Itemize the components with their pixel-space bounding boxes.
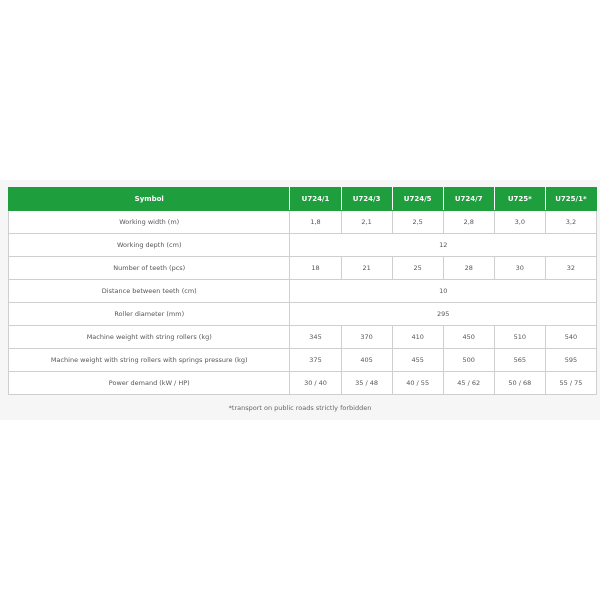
footnote: *transport on public roads strictly forbidden <box>228 404 372 412</box>
table-cell: 2,1 <box>341 211 392 234</box>
table-cell: 40 / 55 <box>392 372 443 395</box>
table-cell-merged: 12 <box>290 234 597 257</box>
table-row <box>9 349 597 372</box>
table-cell: 35 / 48 <box>341 372 392 395</box>
table-row <box>9 257 597 280</box>
table-cell: 3,2 <box>545 211 596 234</box>
table-row <box>9 280 597 303</box>
table-cell: 370 <box>341 326 392 349</box>
table-cell-merged: 10 <box>290 280 597 303</box>
table-cell: 510 <box>494 326 545 349</box>
table-cell: 28 <box>443 257 494 280</box>
row-label: Distance between teeth (cm) <box>9 280 290 303</box>
table-cell: 500 <box>443 349 494 372</box>
table-cell: 3,0 <box>494 211 545 234</box>
header-model: U724/1 <box>290 188 341 211</box>
row-label: Number of teeth (pcs) <box>9 257 290 280</box>
header-model: U725* <box>494 188 545 211</box>
table-cell: 1,8 <box>290 211 341 234</box>
table-cell: 540 <box>545 326 596 349</box>
table-row <box>9 303 597 326</box>
table-cell: 25 <box>392 257 443 280</box>
table-cell: 32 <box>545 257 596 280</box>
specifications-table <box>8 187 597 395</box>
header-model: U724/5 <box>392 188 443 211</box>
header-model: U724/3 <box>341 188 392 211</box>
table-cell: 375 <box>290 349 341 372</box>
table-cell: 450 <box>443 326 494 349</box>
table-row <box>9 372 597 395</box>
table-cell: 410 <box>392 326 443 349</box>
table-cell: 18 <box>290 257 341 280</box>
table-cell-merged: 295 <box>290 303 597 326</box>
row-label: Machine weight with string rollers with springs pressure (kg) <box>9 349 290 372</box>
table-cell: 565 <box>494 349 545 372</box>
table-cell: 50 / 68 <box>494 372 545 395</box>
table-cell: 30 <box>494 257 545 280</box>
table-cell: 21 <box>341 257 392 280</box>
table-cell: 2,5 <box>392 211 443 234</box>
table-cell: 345 <box>290 326 341 349</box>
table-cell: 595 <box>545 349 596 372</box>
table-cell: 55 / 75 <box>545 372 596 395</box>
table-row <box>9 326 597 349</box>
row-label: Working depth (cm) <box>9 234 290 257</box>
table-cell: 455 <box>392 349 443 372</box>
table-row <box>9 211 597 234</box>
row-label: Roller diameter (mm) <box>9 303 290 326</box>
row-label: Working width (m) <box>9 211 290 234</box>
row-label: Machine weight with string rollers (kg) <box>9 326 290 349</box>
table-cell: 45 / 62 <box>443 372 494 395</box>
table-header-row <box>9 188 597 211</box>
table-row <box>9 234 597 257</box>
table-cell: 2,8 <box>443 211 494 234</box>
row-label: Power demand (kW / HP) <box>9 372 290 395</box>
header-symbol: Symbol <box>9 188 290 211</box>
table-cell: 30 / 40 <box>290 372 341 395</box>
header-model: U725/1* <box>545 188 596 211</box>
table-cell: 405 <box>341 349 392 372</box>
header-model: U724/7 <box>443 188 494 211</box>
